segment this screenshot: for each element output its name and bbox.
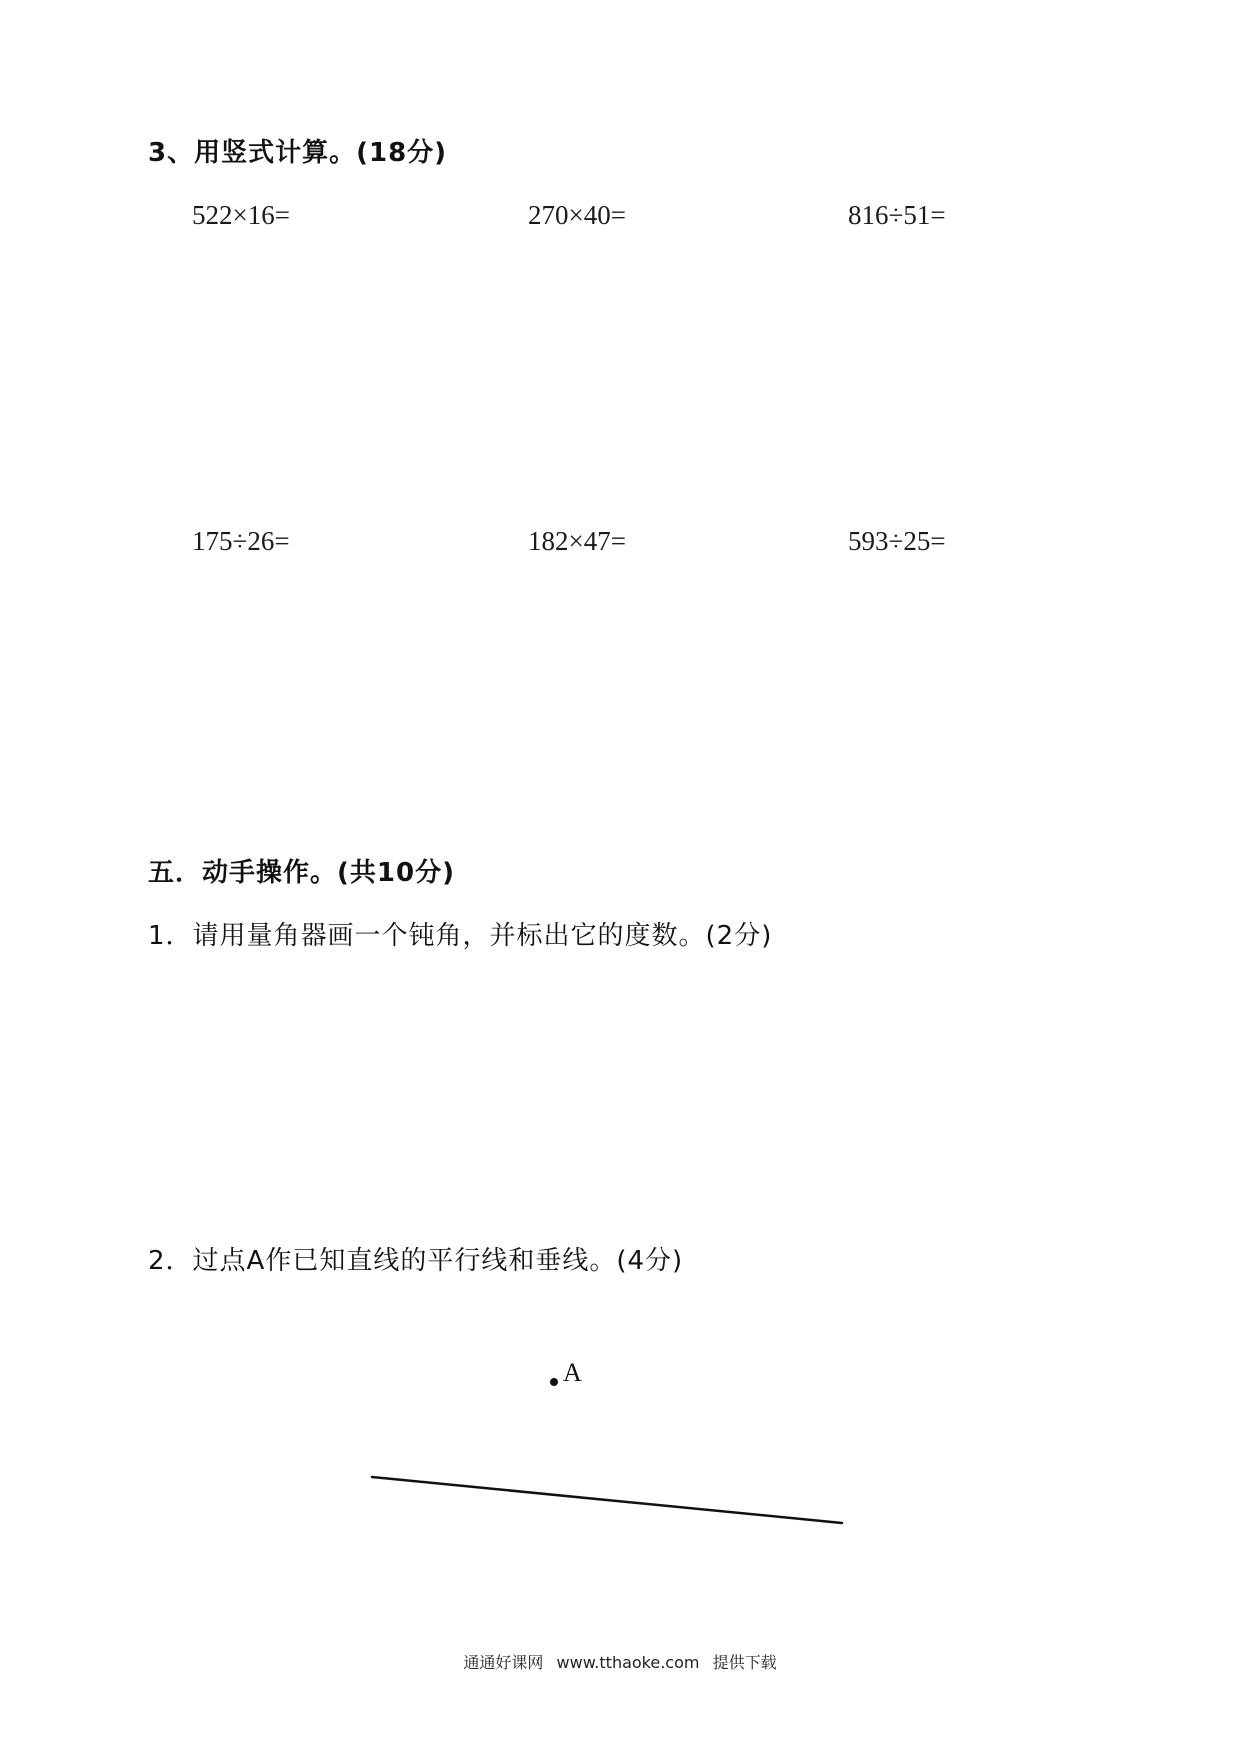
problem-3: 816÷51= (848, 200, 946, 230)
problem-4: 175÷26= (192, 526, 290, 556)
point-a-label: A (563, 1358, 582, 1387)
problem-1: 522×16= (192, 200, 290, 230)
question-2: 2．过点A作已知直线的平行线和垂线。(4分) (148, 1246, 684, 1276)
footer-site-name: 通通好课网 (463, 1653, 544, 1672)
section5-title: 五．动手操作。(共10分) (148, 858, 455, 888)
footer-suffix: 提供下载 (712, 1653, 777, 1672)
given-straight-line (372, 1477, 842, 1523)
footer-url[interactable]: www.tthaoke.com (556, 1653, 700, 1672)
problem-2: 270×40= (528, 200, 626, 230)
problem-6: 593÷25= (848, 526, 946, 556)
footer (0, 1650, 1240, 1673)
problem-5: 182×47= (528, 526, 626, 556)
question-1: 1．请用量角器画一个钝角，并标出它的度数。(2分) (148, 921, 773, 951)
section3-title: 3、用竖式计算。(18分) (148, 138, 448, 168)
